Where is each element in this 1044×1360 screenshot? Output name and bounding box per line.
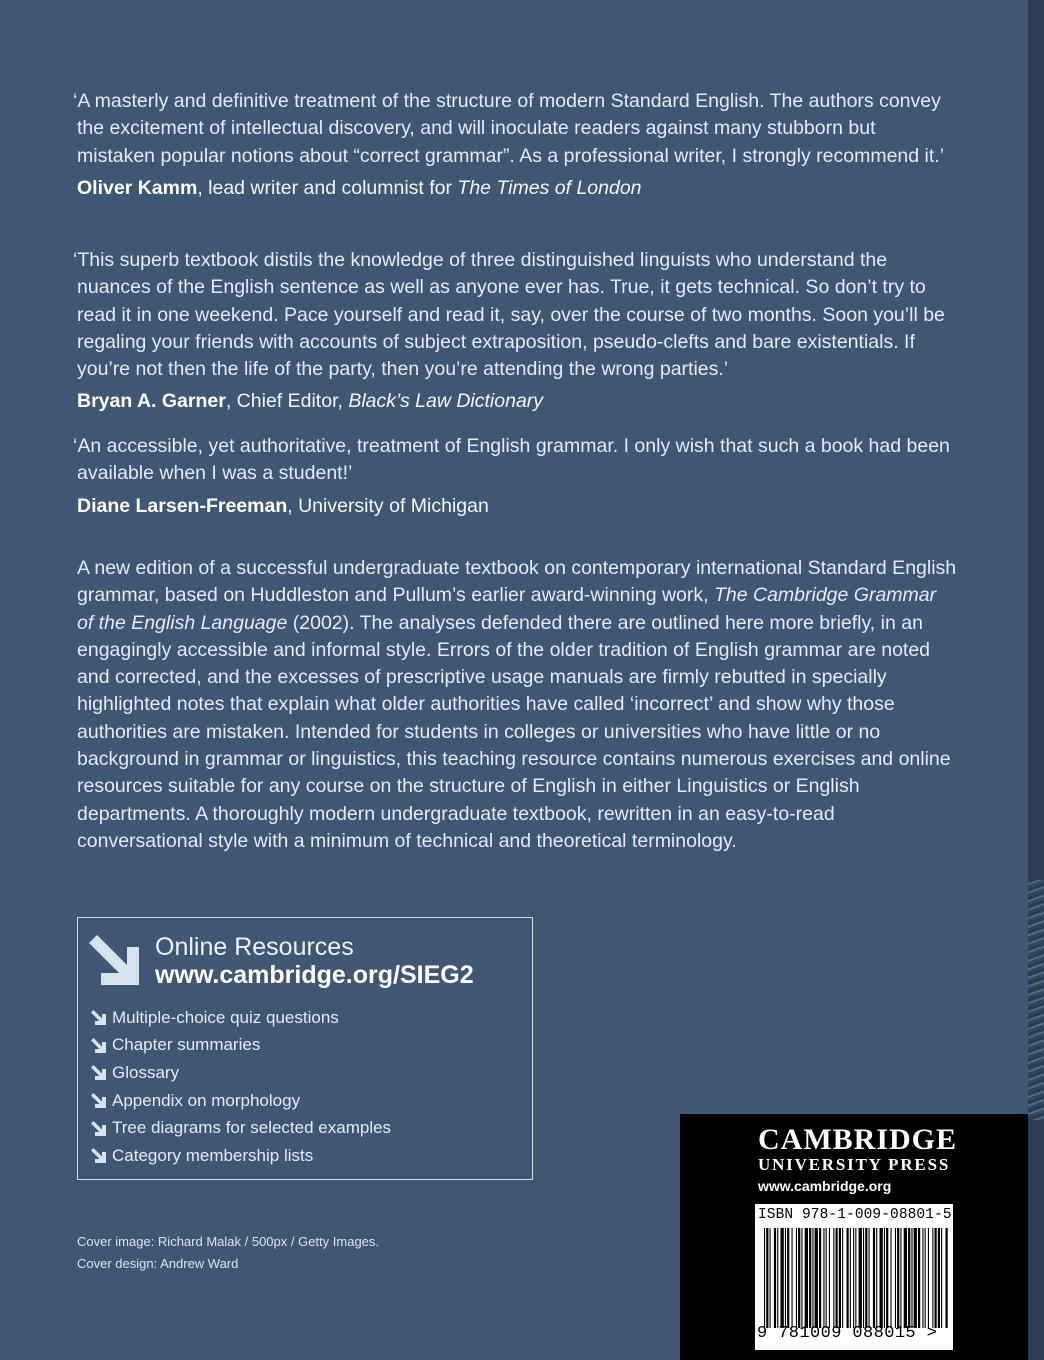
barcode-bar (785, 1228, 786, 1328)
list-item (90, 1004, 391, 1032)
barcode-bar (829, 1228, 830, 1328)
list-item-label: Glossary (112, 1062, 180, 1082)
reviewer-name: Diane Larsen-Freeman (77, 494, 288, 517)
barcode-bar (895, 1228, 896, 1328)
barcode-bar (941, 1228, 942, 1328)
list-item (90, 1114, 391, 1142)
barcode-bar (935, 1228, 937, 1328)
barcode-bar (928, 1228, 929, 1328)
quote-attribution (77, 388, 957, 415)
barcode-bar (911, 1228, 912, 1328)
reviewer-publication: Black’s Law Dictionary (348, 390, 544, 413)
barcode-bar (914, 1228, 917, 1328)
resources-url-link[interactable]: www.cambridge.org/SIEG2 (155, 961, 474, 989)
barcode-bar (847, 1228, 849, 1328)
barcode-bar (873, 1228, 875, 1328)
barcode-bar (777, 1228, 778, 1328)
list-item-label: Chapter summaries (112, 1035, 261, 1055)
review-quote-3 (73, 433, 957, 520)
arrow-down-right-icon (90, 1147, 107, 1164)
barcode-bar (946, 1228, 948, 1328)
reviewer-role: , University of Michigan (287, 494, 489, 517)
barcode-bar (764, 1228, 765, 1328)
book-description (77, 555, 957, 855)
barcode-bar (918, 1228, 920, 1328)
barcode-bar (865, 1228, 867, 1328)
barcode-bar (770, 1228, 771, 1328)
list-item (90, 1087, 391, 1115)
publisher-logo-name: CAMBRIDGE (758, 1123, 958, 1156)
isbn-number: ISBN 978-1-009-08801-5 (758, 1207, 952, 1223)
barcode-bar (796, 1228, 797, 1328)
barcode-bar (766, 1228, 768, 1328)
reviewer-name: Bryan A. Garner (77, 390, 226, 413)
review-quote-2 (73, 247, 957, 416)
barcode-bar (812, 1228, 813, 1328)
online-resources-box (77, 917, 533, 1180)
barcode-digits: 9 781009 088015 > (757, 1324, 938, 1343)
description-part-2: (2002). The analyses defended there are outlined here more briefly, in an engagingly accessible and informal style. Errors of the older tradition of English grammar are noted and corrected, and the excesses of prescriptive usage manuals are firmly rebutted in specially highlighted notes that explain what older authorities have called ‘incorrect’ and show why those authorities are mistaken. Intended for students in colleges or universities who have little or no background in grammar or linguistics, this teaching resource contains numerous exercises and online resources suitable for any course on the structure of English in either Linguistics or English departments. A thoroughly modern undergraduate textbook, rewritten in an easy-to-read conversational style with a minimum of technical and theoretical terminology. (77, 611, 951, 852)
reviewer-role: , Chief Editor, (225, 390, 349, 413)
cover-image-credit: Cover image: Richard Malak / 500px / Getty Images. (77, 1234, 380, 1249)
barcode-bar (815, 1228, 818, 1328)
barcode-bar (798, 1228, 800, 1328)
quote-text: ‘An accessible, yet authoritative, treatment of English grammar. I only wish that such a book had been available when I was a student!’ (73, 435, 950, 485)
barcode-bar (908, 1228, 910, 1328)
arrow-down-right-icon (90, 1120, 107, 1137)
cover-art-edge (1028, 0, 1044, 1360)
arrow-down-right-icon (90, 1092, 107, 1109)
description-part-1: A new edition of a successful undergraduate textbook on contemporary international Standard English grammar, based on Huddleston and Pullum’s earlier award-winning work, (77, 557, 957, 607)
arrow-down-right-icon (90, 1009, 107, 1026)
barcode-bar (801, 1228, 802, 1328)
barcode-bar (938, 1228, 940, 1328)
resources-title: Online Resources (155, 933, 354, 961)
barcode-bar (833, 1228, 834, 1328)
barcode-bar (897, 1228, 899, 1328)
barcode (755, 1204, 953, 1350)
arrow-down-right-icon (90, 1064, 107, 1081)
list-item (90, 1142, 391, 1170)
quote-text: ‘A masterly and definitive treatment of the structure of modern Standard English. The authors convey the excitement of intellectual discovery, and will inoculate readers against many stubborn but mistaken popular notions about “correct grammar”. As a professional writer, I strongly recommend it.’ (73, 90, 945, 167)
barcode-bar (819, 1228, 821, 1328)
barcode-bar (855, 1228, 856, 1328)
quote-attribution (77, 175, 957, 202)
barcode-bar (774, 1228, 776, 1328)
barcode-bar (925, 1228, 926, 1328)
quote-attribution (77, 493, 957, 520)
barcode-bar (904, 1228, 907, 1328)
barcode-bar (839, 1228, 841, 1328)
list-item (90, 1032, 391, 1060)
list-item-label: Multiple-choice quiz questions (112, 1007, 339, 1027)
cover-art-texture (1028, 880, 1044, 1120)
barcode-bar (891, 1228, 892, 1328)
barcode-bar (886, 1228, 888, 1328)
review-quote-1 (73, 88, 957, 202)
barcode-bar (859, 1228, 862, 1328)
cover-credits (77, 1231, 379, 1275)
barcode-bar (900, 1228, 901, 1328)
barcode-bars (764, 1228, 948, 1328)
list-item-label: Tree diagrams for selected examples (112, 1118, 392, 1138)
barcode-bar (809, 1228, 811, 1328)
publisher-url: www.cambridge.org (758, 1178, 892, 1194)
publisher-logo-subtitle: UNIVERSITY PRESS (758, 1155, 951, 1174)
resources-list (90, 1004, 391, 1170)
barcode-bar (823, 1228, 824, 1328)
cover-design-credit: Cover design: Andrew Ward (77, 1256, 239, 1271)
arrow-down-right-icon (90, 1037, 107, 1054)
list-item (90, 1059, 391, 1087)
barcode-bar (876, 1228, 877, 1328)
quote-text: ‘This superb textbook distils the knowledge of three distinguished linguists who understand the nuances of the English sentence as well as anyone ever has. True, it gets technical. So don’t try to read it in one weekend. Pace yourself and read it, say, over the course of two months. Soon you’ll be regaling your friends with accounts of subject extraposition, pseudo-clefts and bare existentials. If you’re not then the life of the party, then you’re attending the wrong parties.’ (73, 249, 945, 381)
barcode-bar (880, 1228, 883, 1328)
list-item-label: Category membership lists (112, 1145, 314, 1165)
barcode-bar (792, 1228, 793, 1328)
list-item-label: Appendix on morphology (112, 1090, 301, 1110)
reviewer-publication: The Times of London (457, 176, 642, 199)
publisher-block (680, 1114, 1028, 1360)
barcode-bar (850, 1228, 851, 1328)
barcode-bar (781, 1228, 784, 1328)
barcode-bar (853, 1228, 854, 1328)
barcode-bar (842, 1228, 843, 1328)
barcode-bar (826, 1228, 827, 1328)
barcode-bar (869, 1228, 870, 1328)
barcode-bar (805, 1228, 808, 1328)
barcode-bar (787, 1228, 789, 1328)
barcode-bar (884, 1228, 885, 1328)
arrow-down-right-icon (87, 933, 141, 987)
barcode-bar (863, 1228, 864, 1328)
barcode-bar (836, 1228, 838, 1328)
reviewer-name: Oliver Kamm (77, 176, 198, 199)
referenced-work-title: The Cambridge Grammar of the English Language (77, 584, 937, 634)
reviewer-role: , lead writer and columnist for (197, 176, 458, 199)
barcode-bar (932, 1228, 933, 1328)
barcode-bar (922, 1228, 923, 1328)
